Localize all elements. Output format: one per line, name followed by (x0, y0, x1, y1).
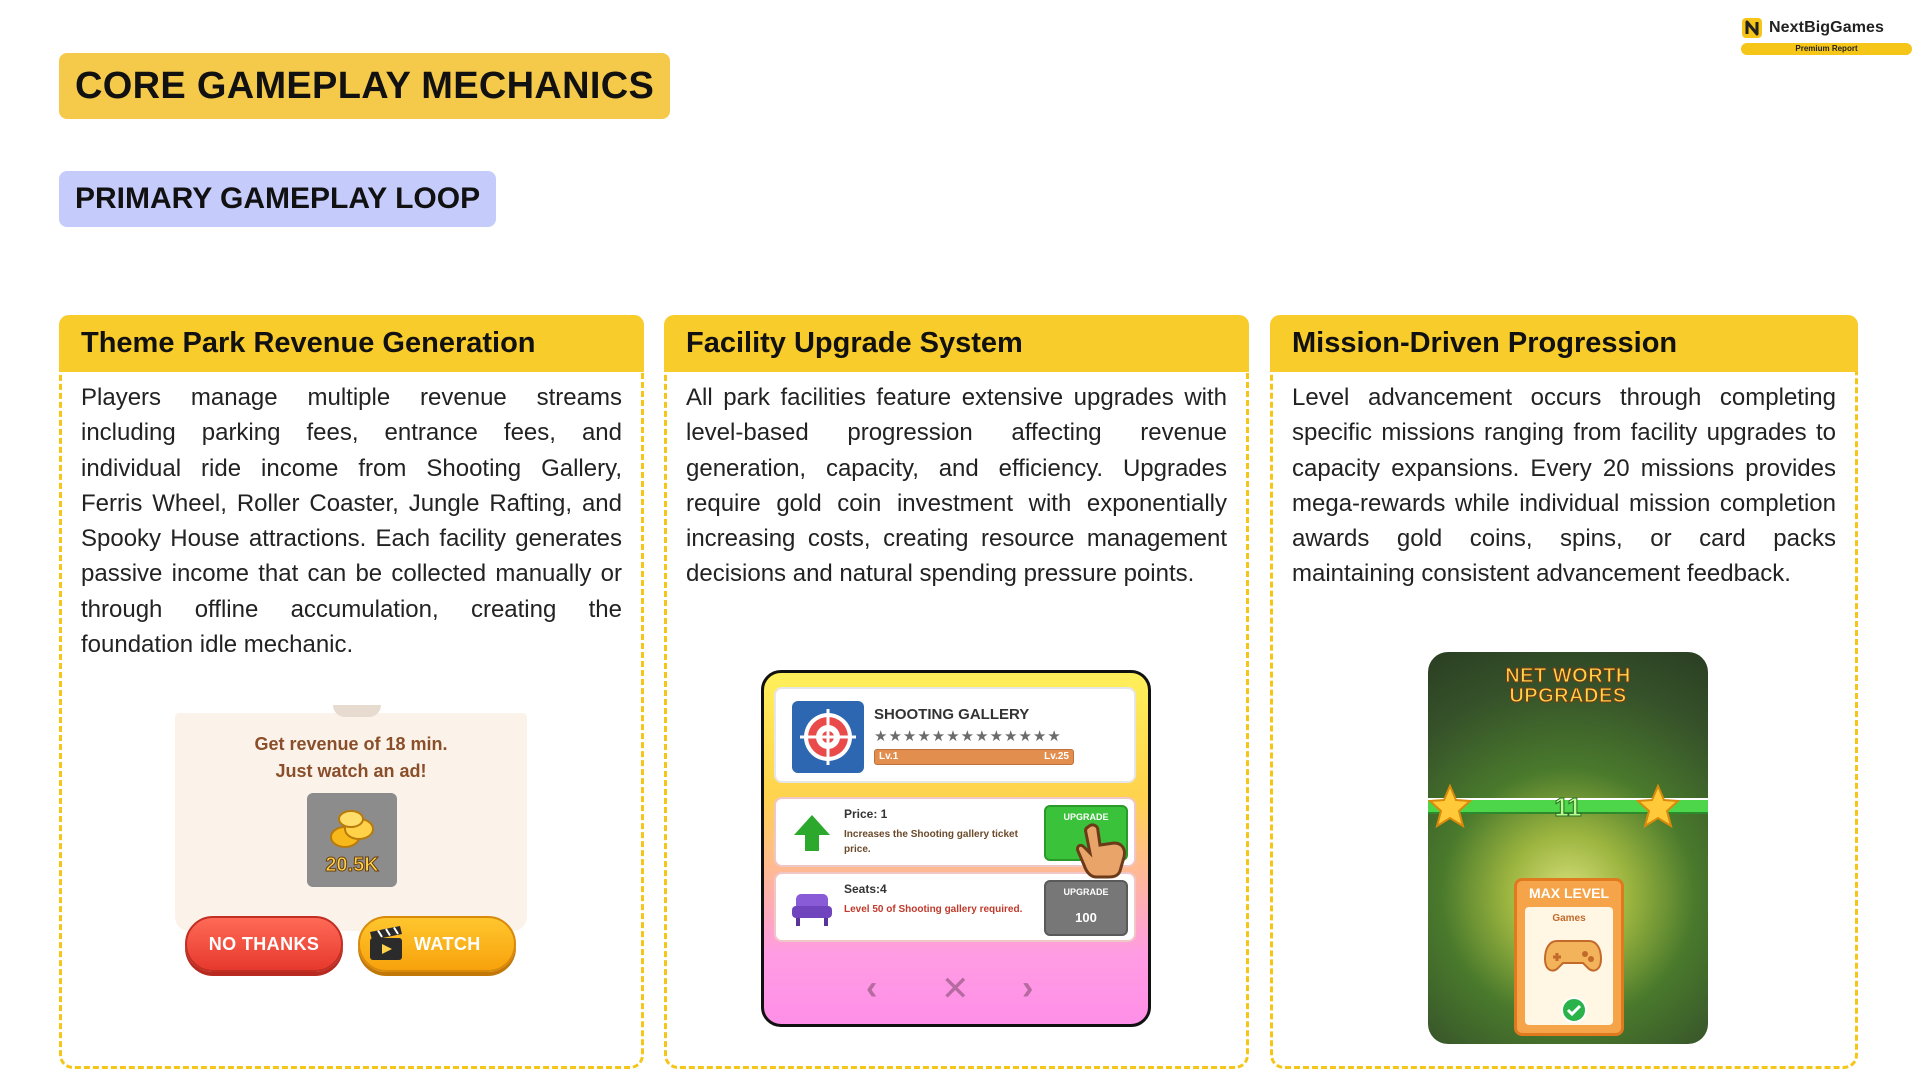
gamepad-icon (1543, 935, 1603, 975)
upgrade-row-seats (774, 872, 1136, 942)
ad-reward-screenshot (175, 713, 527, 988)
prev-arrow-icon[interactable]: ‹ (866, 969, 878, 1007)
section-title (59, 171, 496, 227)
title-line-2: UPGRADES (1509, 685, 1627, 707)
card-body: Players manage multiple revenue streams including parking fees, entrance fees, and individual ride income from Shooting Gallery, Ferris Wheel, Roller Coaster, Jungle Rafting, and Spooky House attractions. Each facility generates passive income that can be collected manually or through offline accumulation, creating the foundation idle mechanic. (81, 384, 622, 659)
next-arrow-icon[interactable]: › (1022, 969, 1034, 1007)
seats-description: Level 50 of Shooting gallery required. (844, 904, 1023, 915)
shooting-target-icon (792, 701, 864, 773)
upgrade-label: UPGRADE (1063, 812, 1109, 822)
ad-popup-panel (175, 713, 527, 931)
card-header (59, 315, 644, 372)
no-thanks-label: NO THANKS (208, 933, 320, 954)
level-number: 11 (1554, 792, 1582, 822)
watch-label: WATCH (414, 933, 481, 954)
upgrade-label: UPGRADE (1063, 887, 1109, 897)
level-progress-bar (874, 749, 1074, 765)
watch-ad-button[interactable] (358, 916, 516, 972)
max-level-label: MAX LEVEL (1528, 885, 1610, 901)
card-header (664, 315, 1249, 372)
ad-line-2: Just watch an ad! (275, 761, 427, 781)
net-worth-upgrades-title (1428, 666, 1708, 706)
price-label: Price: 1 (844, 807, 888, 821)
green-up-arrow-icon (792, 813, 832, 853)
level-min: Lv.1 (879, 751, 899, 762)
max-level-card-inner (1525, 907, 1613, 1025)
checkmark-icon (1561, 997, 1587, 1023)
ad-popup-text (175, 731, 527, 785)
card-body: All park facilities feature extensive upgrades with level-based progression affecting revenue generation, capacity, and efficiency. Upgrades require gold coin investment with exponentially increasing costs, creating resource management decisions and natural spending pressure points. (686, 384, 1227, 588)
facility-header (774, 687, 1136, 783)
ad-line-1: Get revenue of 18 min. (254, 734, 448, 754)
card-title: Facility Upgrade System (686, 327, 1023, 359)
seats-label: Seats:4 (844, 882, 887, 896)
clapperboard-icon (366, 924, 408, 964)
upgrade-cost: 100 (1075, 910, 1097, 925)
title-line-1: NET WORTH (1505, 665, 1631, 687)
chair-icon (790, 890, 834, 928)
brand-n-icon (1741, 17, 1763, 39)
max-level-card (1514, 878, 1624, 1036)
facility-stars: ★★★★★★★★★★★★★ (874, 728, 1062, 745)
level-up-screenshot (1428, 652, 1708, 1044)
brand-subtitle: Premium Report (1741, 43, 1912, 55)
upgrade-screenshot (761, 670, 1151, 1027)
section-title-text: PRIMARY GAMEPLAY LOOP (75, 182, 481, 215)
price-description: Increases the Shooting gallery ticket price. (844, 829, 1018, 855)
close-icon[interactable]: ✕ (941, 970, 970, 1008)
page-title (59, 53, 670, 119)
coin-amount: 20.5K (325, 854, 379, 876)
upgrade-seats-button[interactable] (1044, 880, 1128, 936)
gold-coins-icon (327, 807, 377, 851)
pointing-hand-icon (1074, 821, 1132, 879)
no-thanks-button[interactable] (185, 916, 343, 972)
card-title: Theme Park Revenue Generation (81, 327, 536, 359)
card-body: Level advancement occurs through completing specific missions ranging from facility upgrades to capacity expansions. Every 20 missions provides mega-rewards while individual mission completion awards gold coins, spins, or card packs maintaining consistent advancement feedback. (1292, 384, 1836, 588)
page-title-text: CORE GAMEPLAY MECHANICS (75, 64, 655, 107)
star-icon (1636, 784, 1680, 828)
category-label: Games (1552, 913, 1586, 924)
brand-logo (1741, 16, 1912, 60)
facility-name: SHOOTING GALLERY (874, 706, 1030, 723)
card-header (1270, 315, 1858, 372)
popup-notch (333, 705, 381, 717)
level-max: Lv.25 (1044, 751, 1069, 762)
coin-reward-tile (307, 793, 397, 887)
brand-name: NextBigGames (1769, 19, 1885, 36)
card-title: Mission-Driven Progression (1292, 327, 1678, 359)
